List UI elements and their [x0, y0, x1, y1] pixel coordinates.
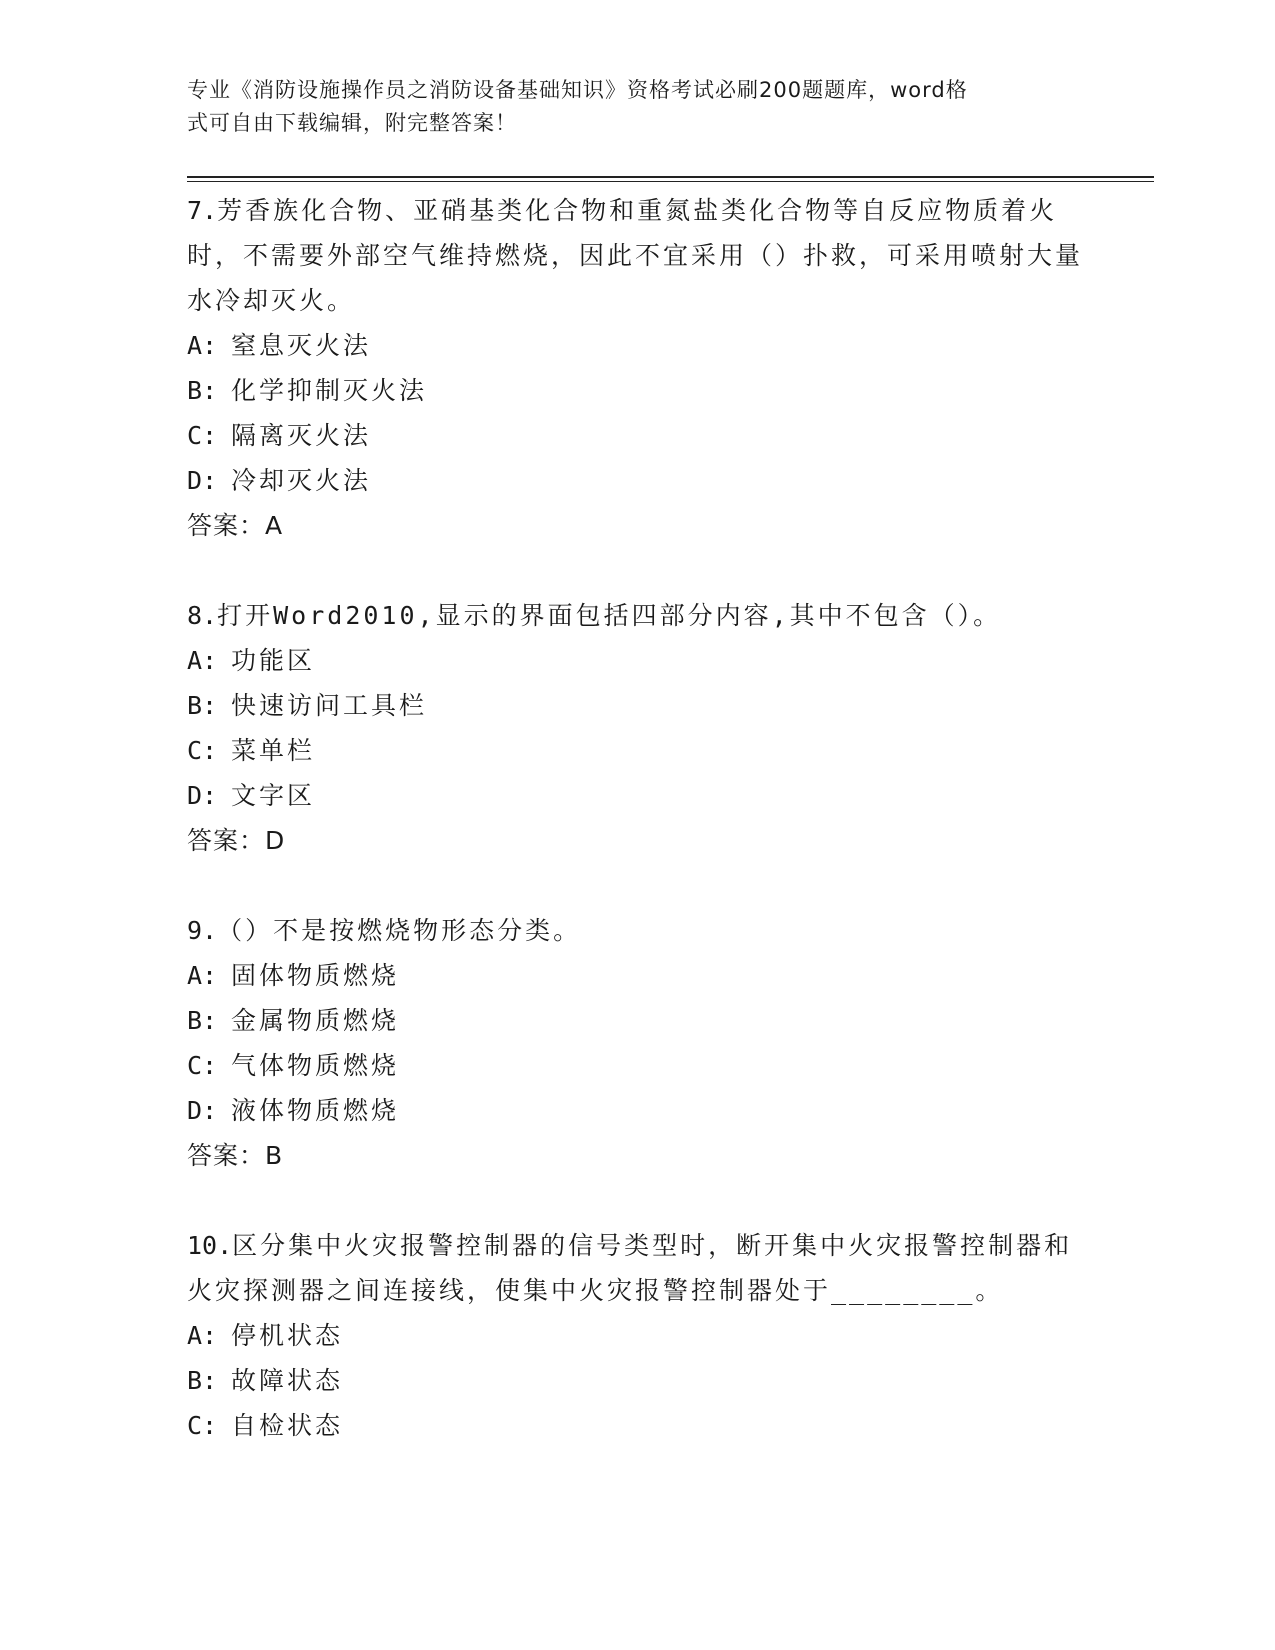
answer-value: D [265, 826, 285, 855]
option-key: C: [187, 421, 218, 450]
question-9 [187, 908, 1087, 1178]
option-key: A: [187, 331, 218, 360]
answer [187, 818, 1087, 863]
option-c [187, 413, 1087, 458]
option-c [187, 1043, 1087, 1088]
option-a [187, 953, 1087, 998]
question-text [187, 188, 1087, 323]
question-number: 10. [187, 1231, 233, 1260]
question-body: 区分集中火灾报警控制器的信号类型时，断开集中火灾报警控制器和火灾探测器之间连接线，使集中火灾报警控制器处于________。 [187, 1231, 1073, 1305]
answer-value: A [265, 511, 283, 540]
option-key: A: [187, 646, 218, 675]
option-key: B: [187, 376, 218, 405]
option-text: 停机状态 [231, 1321, 344, 1350]
header-line-1: 专业《消防设施操作员之消防设备基础知识》资格考试必刷200题题库，word格 [187, 78, 968, 102]
answer-label: 答案： [187, 1141, 266, 1170]
option-text: 自检状态 [231, 1411, 344, 1440]
answer-label: 答案： [187, 826, 266, 855]
answer [187, 503, 1087, 548]
question-number: 9. [187, 916, 218, 945]
question-body: 芳香族化合物、亚硝基类化合物和重氮盐类化合物等自反应物质着火时，不需要外部空气维持燃烧，因此不宜采用（）扑救，可采用喷射大量水冷却灭火。 [187, 196, 1084, 315]
question-text [187, 908, 1087, 953]
option-text: 功能区 [231, 646, 316, 675]
option-text: 固体物质燃烧 [231, 961, 400, 990]
option-text: 菜单栏 [231, 736, 316, 765]
question-number: 7. [187, 196, 218, 225]
option-key: C: [187, 1411, 218, 1440]
question-body: 打开Word2010,显示的界面包括四部分内容,其中不包含（）。 [217, 601, 1002, 630]
answer-value: B [265, 1141, 283, 1170]
option-b [187, 998, 1087, 1043]
option-key: B: [187, 1006, 218, 1035]
option-b [187, 683, 1087, 728]
option-key: D: [187, 1096, 218, 1125]
question-10 [187, 1223, 1087, 1448]
question-7 [187, 188, 1087, 548]
header-line-2: 式可自由下载编辑，附完整答案！ [187, 111, 517, 135]
option-key: C: [187, 736, 218, 765]
option-key: B: [187, 1366, 218, 1395]
option-d [187, 773, 1087, 818]
option-text: 窒息灭火法 [231, 331, 372, 360]
option-c [187, 1403, 1087, 1448]
option-c [187, 728, 1087, 773]
document-header [187, 74, 1067, 140]
option-a [187, 323, 1087, 368]
header-divider-thin [187, 181, 1154, 182]
question-text [187, 593, 1087, 638]
option-key: D: [187, 781, 218, 810]
option-b [187, 1358, 1087, 1403]
option-key: B: [187, 691, 218, 720]
option-text: 化学抑制灭火法 [231, 376, 428, 405]
option-b [187, 368, 1087, 413]
option-a [187, 1313, 1087, 1358]
option-text: 气体物质燃烧 [231, 1051, 400, 1080]
option-text: 液体物质燃烧 [231, 1096, 400, 1125]
option-text: 冷却灭火法 [231, 466, 372, 495]
answer-label: 答案： [187, 511, 266, 540]
question-text [187, 1223, 1087, 1313]
question-number: 8. [187, 601, 218, 630]
option-key: A: [187, 1321, 218, 1350]
option-key: D: [187, 466, 218, 495]
option-text: 隔离灭火法 [231, 421, 372, 450]
question-body: （）不是按燃烧物形态分类。 [217, 916, 582, 945]
option-key: C: [187, 1051, 218, 1080]
option-text: 金属物质燃烧 [231, 1006, 400, 1035]
option-text: 快速访问工具栏 [231, 691, 428, 720]
option-text: 文字区 [231, 781, 316, 810]
option-d [187, 1088, 1087, 1133]
option-key: A: [187, 961, 218, 990]
option-d [187, 458, 1087, 503]
option-a [187, 638, 1087, 683]
question-8 [187, 593, 1087, 863]
option-text: 故障状态 [231, 1366, 344, 1395]
header-divider-thick [187, 176, 1154, 178]
question-list [187, 188, 1087, 1493]
answer [187, 1133, 1087, 1178]
